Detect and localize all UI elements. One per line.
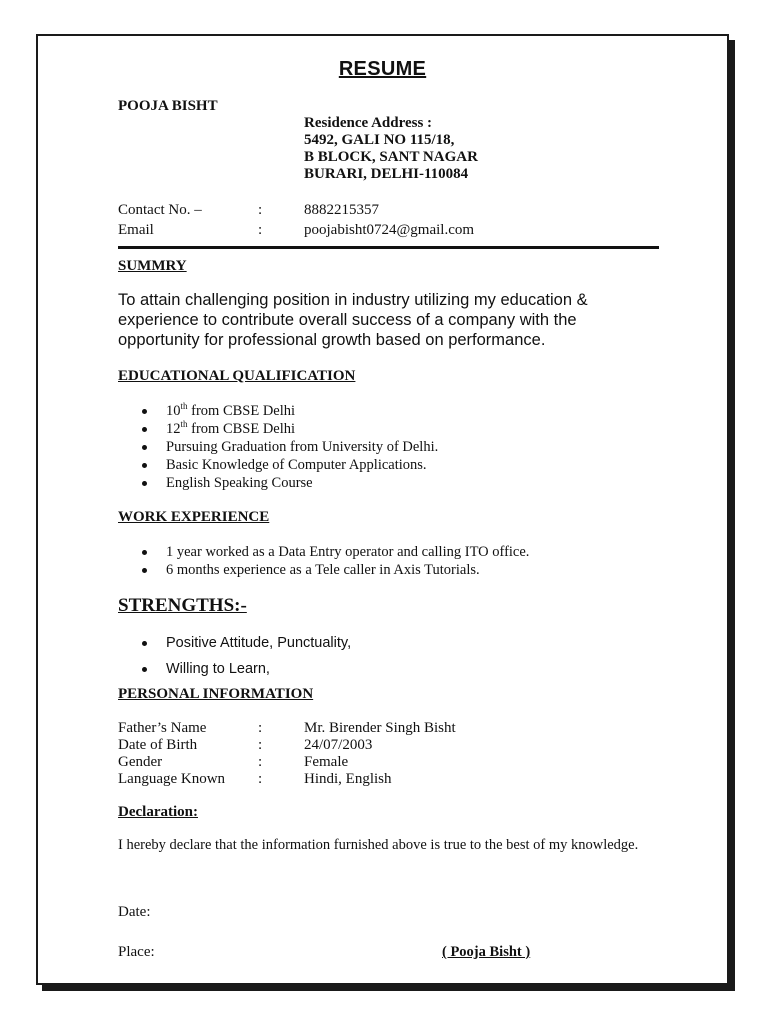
declaration-heading: Declaration:	[118, 804, 198, 820]
list-item: Pursuing Graduation from University of Delhi.	[118, 438, 438, 456]
list-item: 10th from CBSE Delhi	[118, 402, 438, 420]
education-list	[118, 402, 438, 492]
address-line: B BLOCK, SANT NAGAR	[304, 149, 478, 165]
candidate-name: POOJA BISHT	[118, 98, 218, 114]
personal-separator: :	[258, 771, 263, 787]
page-title: RESUME	[338, 58, 427, 80]
address-line: BURARI, DELHI-110084	[304, 166, 469, 182]
email-value: poojabisht0724@gmail.com	[304, 222, 475, 238]
signature: ( Pooja Bisht )	[442, 944, 531, 960]
summary-line: To attain challenging position in industry utilizing my education &	[118, 291, 588, 309]
gender-value: Female	[304, 754, 349, 770]
contact-label: Contact No. –	[118, 202, 202, 218]
contact-number: 8882215357	[304, 202, 379, 218]
email-label: Email	[118, 222, 154, 238]
list-item: Positive Attitude, Punctuality,	[118, 630, 351, 656]
personal-label: Language Known	[118, 771, 226, 787]
personal-heading: PERSONAL INFORMATION	[118, 686, 314, 702]
summary-line: opportunity for professional growth based on performance.	[118, 331, 546, 349]
strengths-heading: STRENGTHS:-	[118, 595, 247, 616]
address-label: Residence Address :	[304, 115, 433, 131]
address-line: 5492, GALI NO 115/18,	[304, 132, 455, 148]
declaration-text: I hereby declare that the information furnished above is true to the best of my knowledge.	[118, 837, 639, 853]
personal-label: Father’s Name	[118, 720, 207, 736]
personal-label: Gender	[118, 754, 163, 770]
date-label: Date:	[118, 904, 151, 920]
personal-separator: :	[258, 720, 263, 736]
languages-value: Hindi, English	[304, 771, 392, 787]
summary-line: experience to contribute overall success of a company with the	[118, 311, 577, 329]
education-heading: EDUCATIONAL QUALIFICATION	[118, 368, 356, 384]
work-list	[118, 543, 529, 579]
summary-text	[118, 290, 618, 350]
contact-separator: :	[258, 202, 263, 218]
personal-label: Date of Birth	[118, 737, 198, 753]
list-item: Basic Knowledge of Computer Applications.	[118, 456, 438, 474]
place-label: Place:	[118, 944, 155, 960]
header-divider	[118, 246, 659, 249]
personal-separator: :	[258, 754, 263, 770]
list-item: English Speaking Course	[118, 474, 438, 492]
strengths-list	[118, 630, 351, 682]
personal-separator: :	[258, 737, 263, 753]
list-item: Willing to Learn,	[118, 656, 351, 682]
work-heading: WORK EXPERIENCE	[118, 509, 270, 525]
resume-page	[36, 34, 729, 985]
fathers-name-value: Mr. Birender Singh Bisht	[304, 720, 456, 736]
list-item: 1 year worked as a Data Entry operator and calling ITO office.	[118, 543, 529, 561]
list-item: 6 months experience as a Tele caller in Axis Tutorials.	[118, 561, 529, 579]
date-of-birth-value: 24/07/2003	[304, 737, 373, 753]
list-item: 12th from CBSE Delhi	[118, 420, 438, 438]
email-separator: :	[258, 222, 263, 238]
summary-heading: SUMMRY	[118, 258, 187, 274]
